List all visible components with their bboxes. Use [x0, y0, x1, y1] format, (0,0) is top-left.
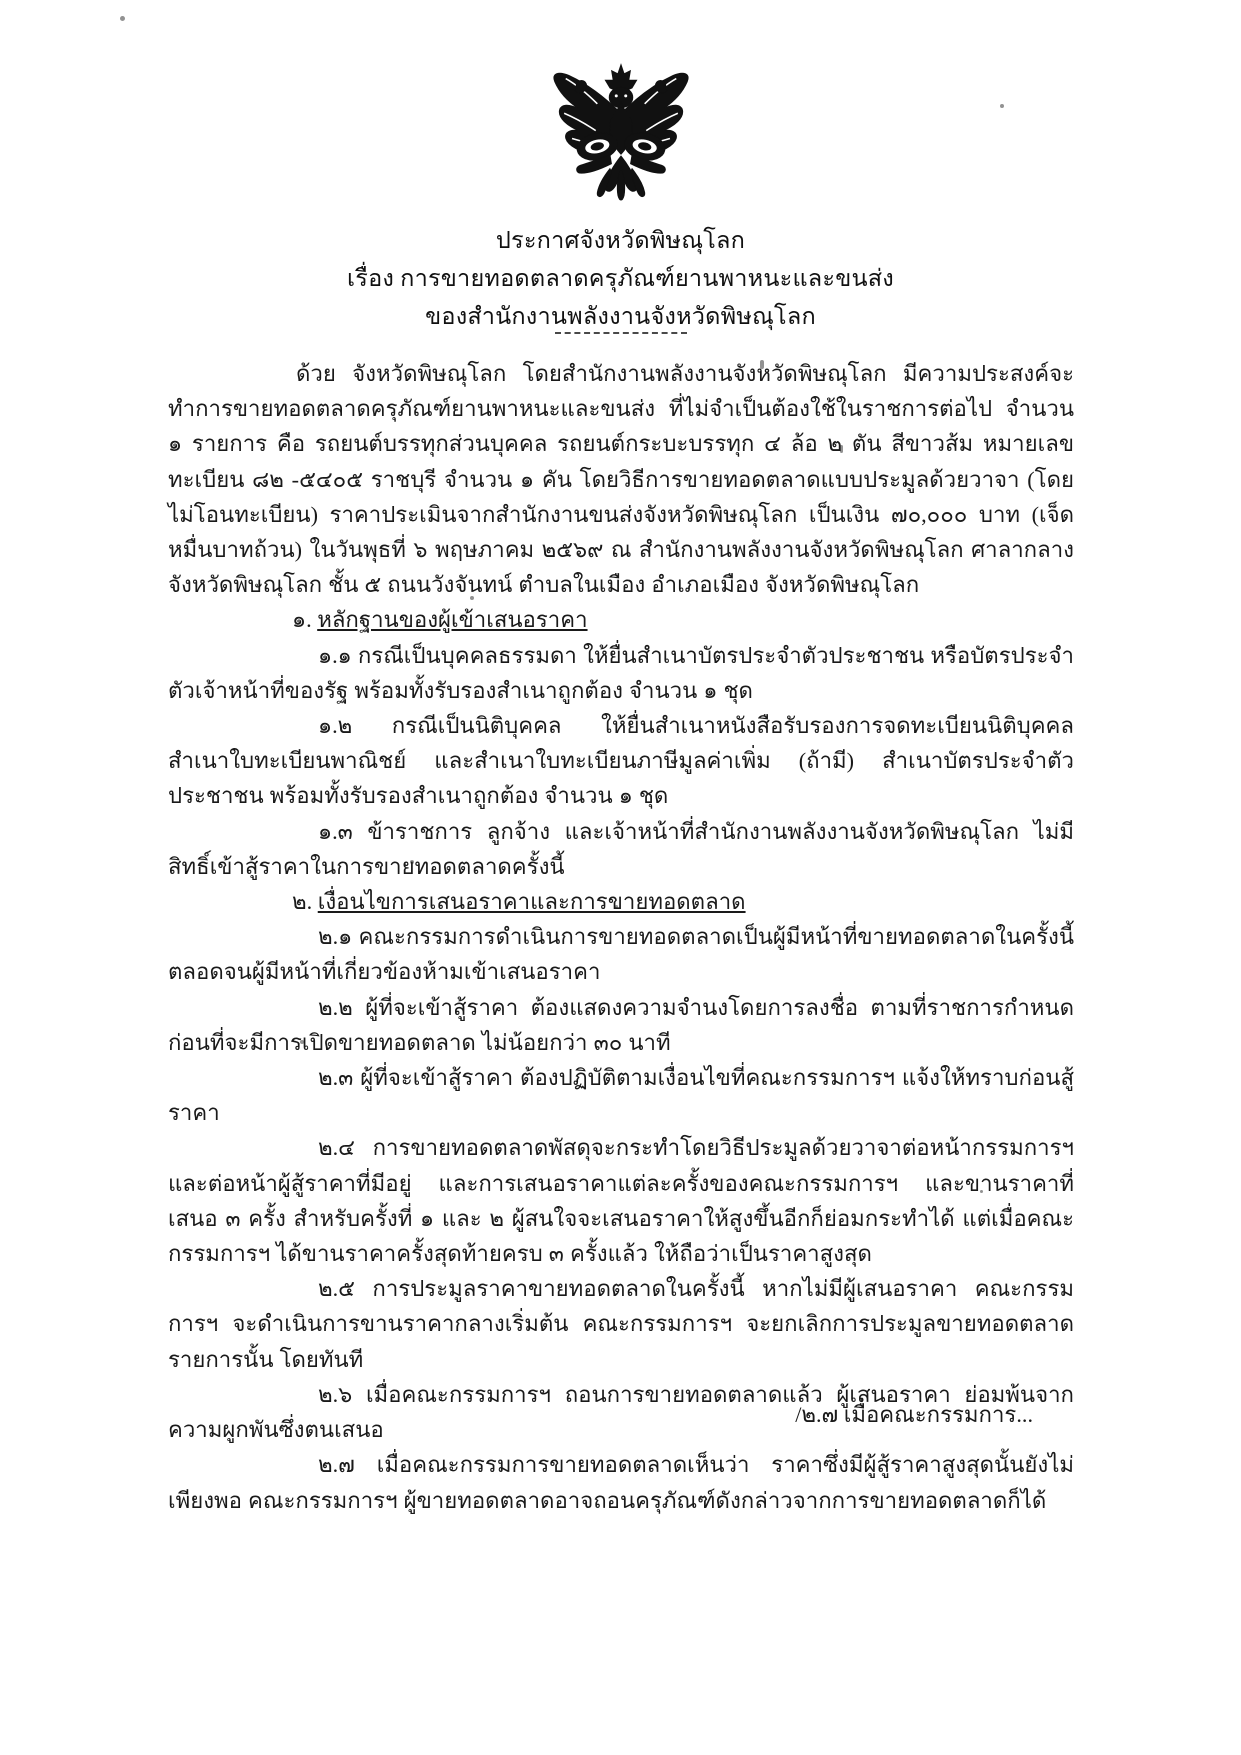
section-1-item-2: ๑.๒ กรณีเป็นนิติบุคคล ให้ยื่นสำเนาหนังสือรับรองการจดทะเบียนนิติบุคคล สำเนาใบทะเบียนพาณิชย์ และสำเนาใบทะเบียนภาษีมูลค่าเพิ่ม (ถ้ามี) สำเนาบัตรประจำตัวประชาชน พร้อมทั้งรับรองสำเนาถูกต้อง จำนวน ๑ ชุด: [168, 713, 1074, 809]
section-2-item-6: ๒.๖ เมื่อคณะกรรมการฯ ถอนการขายทอดตลาดแล้ว ผู้เสนอราคา ย่อมพ้นจากความผูกพันซึ่งตนเสนอ: [168, 1381, 1074, 1443]
section-1-item-1: ๑.๑ กรณีเป็นบุคคลธรรมดา ให้ยื่นสำเนาบัตรประจำตัวประชาชน หรือบัตรประจำตัวเจ้าหน้าที่ของรัฐ พร้อมทั้งรับรองสำเนาถูกต้อง จำนวน ๑ ชุด: [168, 642, 1074, 703]
page-continuation-note: /๒.๗ เมื่อคณะกรรมการ...: [795, 1402, 1033, 1427]
separator-container: [0, 332, 1241, 334]
section-2-item-3: ๒.๓ ผู้ที่จะเข้าสู้ราคา ต้องปฏิบัติตามเงื่อนไขที่คณะกรรมการฯ แจ้งให้ทราบก่อนสู้ราคา: [168, 1065, 1074, 1126]
garuda-emblem: [541, 58, 701, 208]
section-2-number: ๒.: [292, 889, 313, 915]
announcement-office: ของสำนักงานพลังงานจังหวัดพิษณุโลก: [425, 304, 816, 331]
announcement-title: ประกาศจังหวัดพิษณุโลก: [495, 228, 746, 254]
section-1-heading: [168, 602, 1074, 637]
document-header: [0, 222, 1241, 336]
section-1-item-3: ๑.๓ ข้าราชการ ลูกจ้าง และเจ้าหน้าที่สำนักงานพลังงานจังหวัดพิษณุโลก ไม่มีสิทธิ์เข้าสู้ราคาในการขายทอดตลาดครั้งนี้: [168, 818, 1074, 879]
section-2-item-4: ๒.๔ การขายทอดตลาดพัสดุจะกระทำโดยวิธีประมูลด้วยวาจาต่อหน้ากรรมการฯ และต่อหน้าผู้สู้ราคาที่มีอยู่ และการเสนอราคาแต่ละครั้งของคณะกรรมการฯ และขานราคาที่เสนอ ๓ ครั้ง สำหรับครั้งที่ ๑ และ ๒ ผู้สนใจจะเสนอราคาให้สูงขึ้นอีกก็ย่อมกระทำได้ แต่เมื่อคณะกรรมการฯ ได้ขานราคาครั้งสุดท้ายครบ ๓ ครั้งแล้ว ให้ถือว่าเป็นราคาสูงสุด: [168, 1135, 1074, 1267]
emblem-container: [0, 58, 1241, 208]
scan-speck: [120, 16, 125, 21]
section-1-number: ๑.: [292, 607, 312, 633]
section-2-heading: [168, 884, 1074, 919]
section-2-item-5: ๒.๕ การประมูลราคาขายทอดตลาดในครั้งนี้ หากไม่มีผู้เสนอราคา คณะกรรมการฯ จะดำเนินการขานราคากลางเริ่มต้น คณะกรรมการฯ จะยกเลิกการประมูลขายทอดตลาดรายการนั้น โดยทันที: [168, 1276, 1074, 1372]
intro-paragraph: ด้วย จังหวัดพิษณุโลก โดยสำนักงานพลังงานจังหวัดพิษณุโลก มีความประสงค์จะทำการขายทอดตลาดครุภัณฑ์ยานพาหนะและขนส่ง ที่ไม่จำเป็นต้องใช้ในราชการต่อไป จำนวน ๑ รายการ คือ รถยนต์บรรทุกส่วนบุคคล รถยนต์กระบะบรรทุก ๔ ล้อ ๒ ตัน สีขาวส้ม หมายเลขทะเบียน ๘๒ -๕๔๐๕ ราชบุรี จำนวน ๑ คัน โดยวิธีการขายทอดตลาดแบบประมูลด้วยวาจา (โดยไม่โอนทะเบียน) ราคาประเมินจากสำนักงานขนส่งจังหวัดพิษณุโลก เป็นเงิน ๗๐,๐๐๐ บาท (เจ็ดหมื่นบาทถ้วน) ในวันพุธที่ ๖ พฤษภาคม ๒๕๖๙ ณ สำนักงานพลังงานจังหวัดพิษณุโลก ศาลากลางจังหวัดพิษณุโลก ชั้น ๕ ถนนวังจันทน์ ตำบลในเมือง อำเภอเมือง จังหวัดพิษณุโลก: [168, 361, 1074, 598]
section-2-item-7: ๒.๗ เมื่อคณะกรรมการขายทอดตลาดเห็นว่า ราคาซึ่งมีผู้สู้ราคาสูงสุดนั้นยังไม่เพียงพอ คณะกรรมการฯ ผู้ขายทอดตลาดอาจถอนครุภัณฑ์ดังกล่าวจากการขายทอดตลาดก็ได้: [168, 1452, 1074, 1513]
document-body: [168, 356, 1074, 1518]
section-2-title: เงื่อนไขการเสนอราคาและการขายทอดตลาด: [317, 889, 746, 915]
section-1-title: หลักฐานของผู้เข้าเสนอราคา: [317, 607, 588, 633]
dashed-rule: [555, 332, 687, 334]
section-2-item-2: ๒.๒ ผู้ที่จะเข้าสู้ราคา ต้องแสดงความจำนงโดยการลงชื่อ ตามที่ราชการกำหนดก่อนที่จะมีการเปิดขายทอดตลาด ไม่น้อยกว่า ๓๐ นาที: [168, 994, 1074, 1055]
section-2-item-1: ๒.๑ คณะกรรมการดำเนินการขายทอดตลาดเป็นผู้มีหน้าที่ขายทอดตลาดในครั้งนี้ ตลอดจนผู้มีหน้าที่เกี่ยวข้องห้ามเข้าเสนอราคา: [168, 924, 1074, 985]
announcement-subject: เรื่อง การขายทอดตลาดครุภัณฑ์ยานพาหนะและขนส่ง: [347, 266, 894, 293]
